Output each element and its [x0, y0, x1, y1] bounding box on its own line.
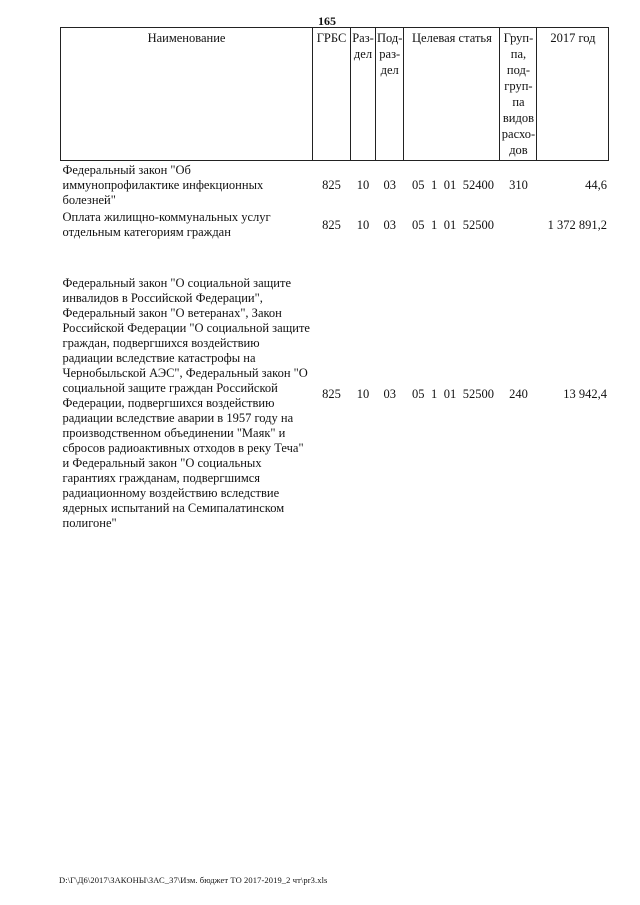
table-header-row — [61, 28, 609, 161]
row-amount: 44,6 — [585, 177, 607, 192]
table-row — [61, 209, 609, 241]
row-name: Федеральный закон "Об иммунопрофилактике инфекционных болезней" — [62, 162, 264, 207]
row-target-article: 05 1 01 52500 — [411, 217, 494, 232]
file-path-footer: D:\Г\Д6\2017\ЗАКОНЫ\ЗАС_37\Изм. бюджет ТО 2017-2019_2 чт\pr3.xls — [59, 875, 328, 885]
row-expense-group: 310 — [509, 177, 528, 192]
row-grbs: 825 — [322, 386, 341, 401]
row-podrazdel: 03 — [383, 217, 396, 232]
header-razdel: Раз- дел — [351, 28, 376, 161]
table-row — [61, 241, 609, 547]
row-razdel: 10 — [356, 177, 370, 192]
header-grbs: ГРБС — [313, 28, 351, 161]
row-expense-group — [500, 209, 537, 241]
header-podrazdel: Под- раз- дел — [376, 28, 404, 161]
row-grbs: 825 — [322, 177, 341, 192]
row-target-article: 05 1 01 52500 — [411, 386, 494, 401]
row-amount: 13 942,4 — [563, 386, 607, 401]
table-row — [61, 161, 609, 210]
row-name: Оплата жилищно-коммунальных услуг отдельным категориям граждан — [62, 210, 271, 239]
row-name: Федеральный закон "О социальной защите инвалидов в Российской Федерации", Федеральный закон "О ветеранах", Закон Российской Федерации "О социальной защите граждан, подвергшихся воздействию радиации вследствие катастрофы на Чернобыльской АЭС", Федеральный закон "О социальной защите граждан Российской Федерации, подвергшихся воздействию радиации вследствие аварии в 1957 году на производственном объединении "Маяк" и сбросов радиоактивных отходов в реку Теча" и Федеральный закон "О социальных гарантиях гражданам, подвергшимся радиационному воздействию вследствие ядерных испытаний на Семипалатинском полигоне" — [62, 275, 310, 530]
header-target-article: Целевая статья — [404, 28, 500, 161]
page-number: 165 — [318, 14, 336, 28]
row-podrazdel: 03 — [383, 177, 396, 192]
budget-table — [60, 27, 609, 547]
row-podrazdel: 03 — [383, 386, 396, 401]
row-razdel: 10 — [356, 217, 370, 232]
row-target-article: 05 1 01 52400 — [411, 177, 494, 192]
header-year-2017: 2017 год — [537, 28, 609, 161]
row-razdel: 10 — [356, 386, 370, 401]
row-amount: 1 372 891,2 — [547, 217, 607, 232]
row-expense-group: 240 — [509, 386, 528, 401]
header-expense-group: Груп- па, под- груп- па видов расхо- дов — [500, 28, 537, 161]
header-name: Наименование — [61, 28, 313, 161]
row-grbs: 825 — [322, 217, 341, 232]
